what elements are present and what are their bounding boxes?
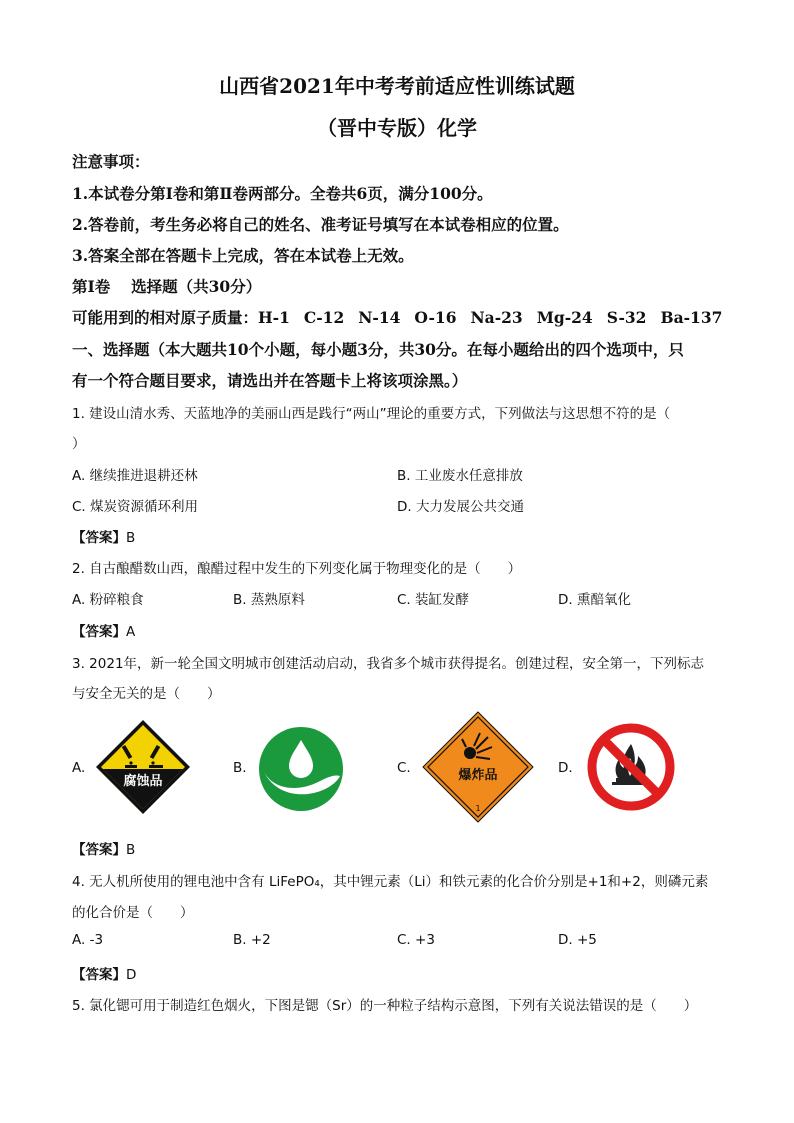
q1-option-c: C. 煤炭资源循环利用 xyxy=(72,499,199,515)
note-item: 3.答案全部在答题卡上完成，答在本试卷上无效。 xyxy=(72,246,414,265)
q2-option-d: D. 熏醅氧化 xyxy=(558,592,631,608)
no-open-flame-sign-icon xyxy=(586,722,676,812)
question-1-stem-cont: ） xyxy=(72,436,86,452)
answer-label: 【答案】 xyxy=(72,530,126,546)
q1-answer xyxy=(72,526,734,546)
corrosive-sign-text: 腐蚀品 xyxy=(123,774,163,789)
explosive-sign-text: 爆炸品 xyxy=(458,768,498,783)
q4-answer xyxy=(72,963,734,983)
question-4-stem: 4. 无人机所使用的锂电池中含有 LiFePO₄，其中锂元素（Li）和铁元素的化合价分别是+1和+2，则磷元素 xyxy=(72,874,709,890)
q3-answer xyxy=(72,838,734,858)
atomic-mass: C-12 xyxy=(303,308,345,327)
atomic-mass: Na-23 xyxy=(470,308,523,327)
question-3-stem: 3. 2021年，新一轮全国文明城市创建活动启动，我省多个城市获得提名。创建过程，安全第一，下列标志 xyxy=(72,656,705,672)
question-5-stem: 5. 氯化锶可用于制造红色烟火，下图是锶（Sr）的一种粒子结构示意图，下列有关说法错误的是（ ） xyxy=(72,998,698,1014)
atomic-mass: N-14 xyxy=(358,308,401,327)
atomic-mass: Mg-24 xyxy=(536,308,593,327)
q4-option-d: D. +5 xyxy=(558,932,597,948)
question-1-stem: 1. 建设山清水秀、天蓝地净的美丽山西是践行“两山”理论的重要方式，下列做法与这思想不符的是（ xyxy=(72,406,671,422)
q2-option-b: B. 蒸熟原料 xyxy=(233,592,305,608)
question-3-stem-cont: 与安全无关的是（ ） xyxy=(72,686,221,702)
atomic-mass: Ba-137 xyxy=(660,308,723,327)
corrosive-sign-icon xyxy=(95,719,191,815)
question-2-stem: 2. 自古酿醋数山西，酿醋过程中发生的下列变化属于物理变化的是（ ） xyxy=(72,561,522,577)
q2-option-a: A. 粉碎粮食 xyxy=(72,592,144,608)
section-title: 第Ⅰ卷 选择题（共30分） xyxy=(72,277,262,296)
q3-option-a-label: A. xyxy=(72,760,86,776)
q3-option-d-label: D. xyxy=(558,760,573,776)
part1-instructions-cont: 有一个符合题目要求，请选出并在答题卡上将该项涂黑。） xyxy=(72,371,468,390)
answer-value: B xyxy=(126,530,136,546)
q4-option-b: B. +2 xyxy=(233,932,271,948)
answer-label: 【答案】 xyxy=(72,967,126,983)
answer-value: A xyxy=(126,624,136,640)
q3-option-b-label: B. xyxy=(233,760,247,776)
part1-instructions: 一、选择题（本大题共10个小题，每小题3分，共30分。在每小题给出的四个选项中，只 xyxy=(72,340,684,359)
answer-value: D xyxy=(126,967,137,983)
q2-option-c: C. 装缸发酵 xyxy=(397,592,470,608)
page-title: 山西省2021年中考考前适应性训练试题 xyxy=(219,74,575,98)
q4-option-a: A. -3 xyxy=(72,932,104,948)
atomic-mass: S-32 xyxy=(606,308,647,327)
atomic-label: 可能用到的相对原子质量： xyxy=(72,308,259,327)
explosive-sign-icon xyxy=(422,711,534,823)
q2-answer xyxy=(72,620,734,640)
atomic-masses xyxy=(72,306,734,328)
q4-option-c: C. +3 xyxy=(397,932,435,948)
notes-heading: 注意事项： xyxy=(72,152,150,171)
atomic-mass: O-16 xyxy=(414,308,457,327)
water-saving-sign-icon xyxy=(258,726,344,812)
page-subtitle: （晋中专版）化学 xyxy=(317,116,477,140)
q1-option-b: B. 工业废水任意排放 xyxy=(397,468,523,484)
atomic-mass: H-1 xyxy=(258,308,290,327)
note-item: 1.本试卷分第Ⅰ卷和第Ⅱ卷两部分。全卷共6页，满分100分。 xyxy=(72,184,493,203)
explosive-class-number: 1 xyxy=(475,804,481,813)
answer-label: 【答案】 xyxy=(72,624,126,640)
answer-label: 【答案】 xyxy=(72,842,126,858)
q3-option-c-label: C. xyxy=(397,760,411,776)
question-4-stem-cont: 的化合价是（ ） xyxy=(72,905,194,921)
q1-option-a: A. 继续推进退耕还林 xyxy=(72,468,198,484)
note-item: 2.答卷前，考生务必将自己的姓名、准考证号填写在本试卷相应的位置。 xyxy=(72,215,569,234)
q1-option-d: D. 大力发展公共交通 xyxy=(397,499,524,515)
answer-value: B xyxy=(126,842,136,858)
